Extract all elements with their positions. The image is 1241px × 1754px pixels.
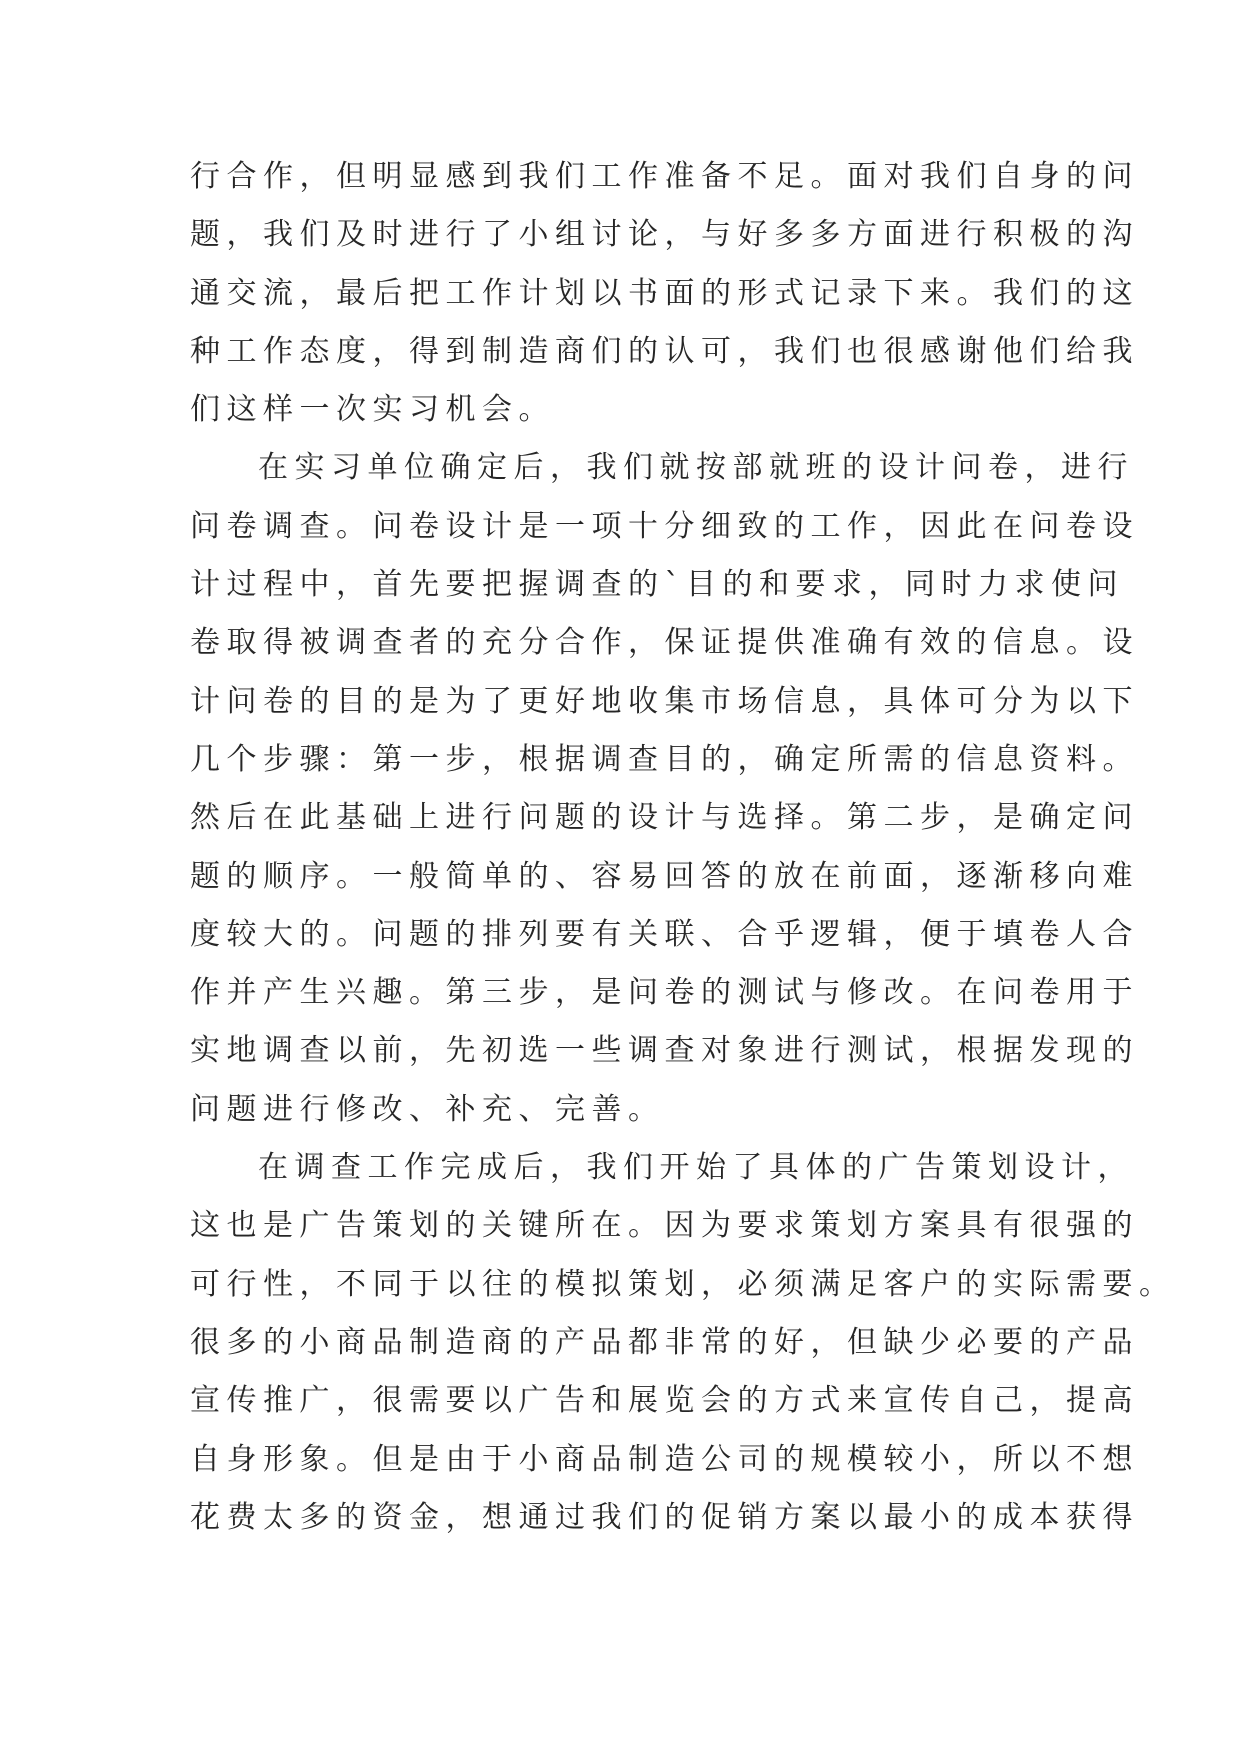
paragraph-3 <box>190 1139 1176 1547</box>
text-line: 在调查工作完成后，我们开始了具体的广告策划设计， <box>258 1150 1134 1186</box>
text-line: 度较大的。问题的排列要有关联、合乎逻辑，便于填卷人合 <box>190 916 1139 952</box>
text-line: 计问卷的目的是为了更好地收集市场信息，具体可分为以下 <box>190 683 1139 719</box>
text-line: 然后在此基础上进行问题的设计与选择。第二步，是确定问 <box>190 800 1139 836</box>
paragraph-1 <box>190 148 1139 439</box>
text-line: 题的顺序。一般简单的、容易回答的放在前面，逐渐移向难 <box>190 858 1139 894</box>
text-line: 种工作态度，得到制造商们的认可，我们也很感谢他们给我 <box>190 333 1139 369</box>
text-line: 们这样一次实习机会。 <box>190 392 555 428</box>
text-line: 问题进行修改、补充、完善。 <box>190 1091 665 1127</box>
text-line: 通交流，最后把工作计划以书面的形式记录下来。我们的这 <box>190 275 1139 311</box>
text-line: 卷取得被调查者的充分合作，保证提供准确有效的信息。设 <box>190 625 1139 661</box>
text-line: 行合作，但明显感到我们工作准备不足。面对我们自身的问 <box>190 159 1139 194</box>
text-line: 作并产生兴趣。第三步，是问卷的测试与修改。在问卷用于 <box>190 975 1139 1011</box>
text-line: 自身形象。但是由于小商品制造公司的规模较小，所以不想 <box>190 1441 1139 1477</box>
text-line: 几个步骤：第一步，根据调查目的，确定所需的信息资料。 <box>190 741 1139 777</box>
text-line: 花费太多的资金，想通过我们的促销方案以最小的成本获得 <box>190 1499 1139 1535</box>
text-line: 问卷调查。问卷设计是一项十分细致的工作，因此在问卷设 <box>190 508 1139 544</box>
text-line: 可行性，不同于以往的模拟策划，必须满足客户的实际需要。 <box>190 1266 1176 1302</box>
text-line: 题，我们及时进行了小组讨论，与好多多方面进行积极的沟 <box>190 217 1139 253</box>
text-line: 计过程中，首先要把握调查的`目的和要求，同时力求使问 <box>190 567 1124 603</box>
text-line: 实地调查以前，先初选一些调查对象进行测试，根据发现的 <box>190 1033 1139 1069</box>
text-line: 这也是广告策划的关键所在。因为要求策划方案具有很强的 <box>190 1208 1139 1244</box>
body-text <box>190 148 1176 1547</box>
text-line: 在实习单位确定后，我们就按部就班的设计问卷，进行 <box>258 450 1134 486</box>
text-line: 宣传推广，很需要以广告和展览会的方式来宣传自己，提高 <box>190 1383 1139 1419</box>
text-line: 很多的小商品制造商的产品都非常的好，但缺少必要的产品 <box>190 1324 1139 1360</box>
paragraph-2 <box>190 439 1139 1139</box>
